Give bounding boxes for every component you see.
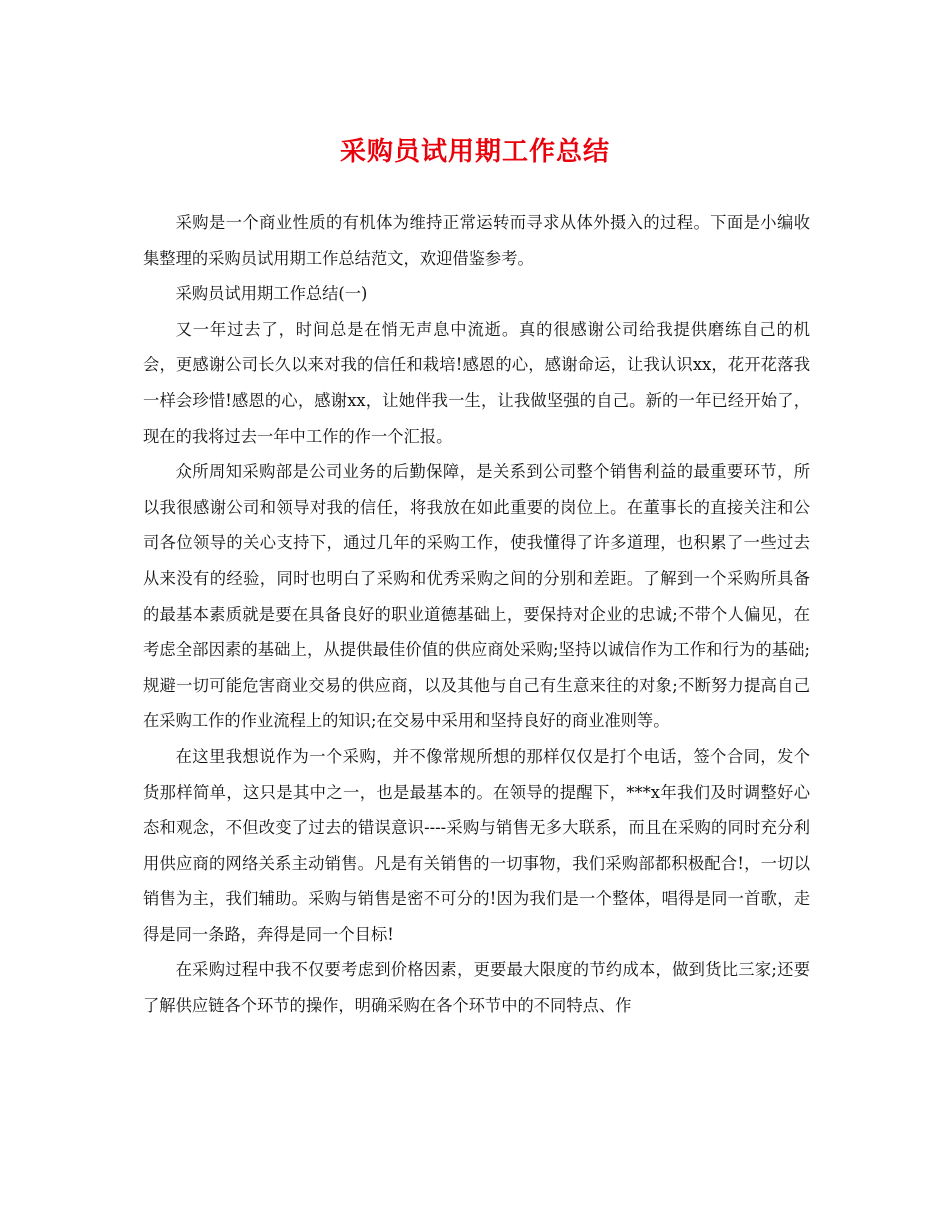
document-title: 采购员试用期工作总结 — [339, 137, 610, 167]
section-heading: 采购员试用期工作总结(一) — [175, 284, 368, 304]
paragraph-intro: 采购是一个商业性质的有机体为维持正常运转而寻求从体外摄入的过程。下面是小编收集整理的采购员试用期工作总结范文，欢迎借鉴参考。 — [143, 213, 810, 268]
paragraph: 在采购过程中我不仅要考虑到价格因素，更要最大限度的节约成本，做到货比三家;还要了解供应链各个环节的操作，明确采购在各个环节中的不同特点、作 — [143, 960, 810, 1016]
paragraph: 在这里我想说作为一个采购，并不像常规所想的那样仅仅是打个电话，签个合同，发个货那样简单，这只是其中之一，也是最基本的。在领导的提醒下，***x年我们及时调整好心态和观念，不但改变了过去的错误意识----采购与销售无多大联系，而且在采购的同时充分利用供应商的网络关系主动销售。凡是有关销售的一切事物，我们采购部都积极配合!，一切以销售为主，我们辅助。采购与销售是密不可分的!因为我们是一个整体，唱得是同一首歌，走得是同一条路，奔得是同一个目标! — [143, 746, 810, 944]
paragraph: 又一年过去了，时间总是在悄无声息中流逝。真的很感谢公司给我提供磨练自己的机会，更感谢公司长久以来对我的信任和栽培!感恩的心，感谢命运，让我认识xx，花开花落我一样会珍惜!感恩的心，感谢xx，让她伴我一生，让我做坚强的自己。新的一年已经开始了，现在的我将过去一年中工作的作一个汇报。 — [143, 319, 810, 446]
paragraph: 众所周知采购部是公司业务的后勤保障，是关系到公司整个销售利益的最重要环节，所以我很感谢公司和领导对我的信任，将我放在如此重要的岗位上。在董事长的直接关注和公司各位领导的关心支持下，通过几年的采购工作，使我懂得了许多道理，也积累了一些过去从来没有的经验，同时也明白了采购和优秀采购之间的分别和差距。了解到一个采购所具备的最基本素质就是要在具备良好的职业道德基础上，要保持对企业的忠诚;不带个人偏见，在考虑全部因素的基础上，从提供最佳价值的供应商处采购;坚持以诚信作为工作和行为的基础;规避一切可能危害商业交易的供应商，以及其他与自己有生意来往的对象;不断努力提高自己在采购工作的作业流程上的知识;在交易中采用和坚持良好的商业准则等。 — [143, 462, 810, 731]
document-body — [143, 205, 810, 1024]
